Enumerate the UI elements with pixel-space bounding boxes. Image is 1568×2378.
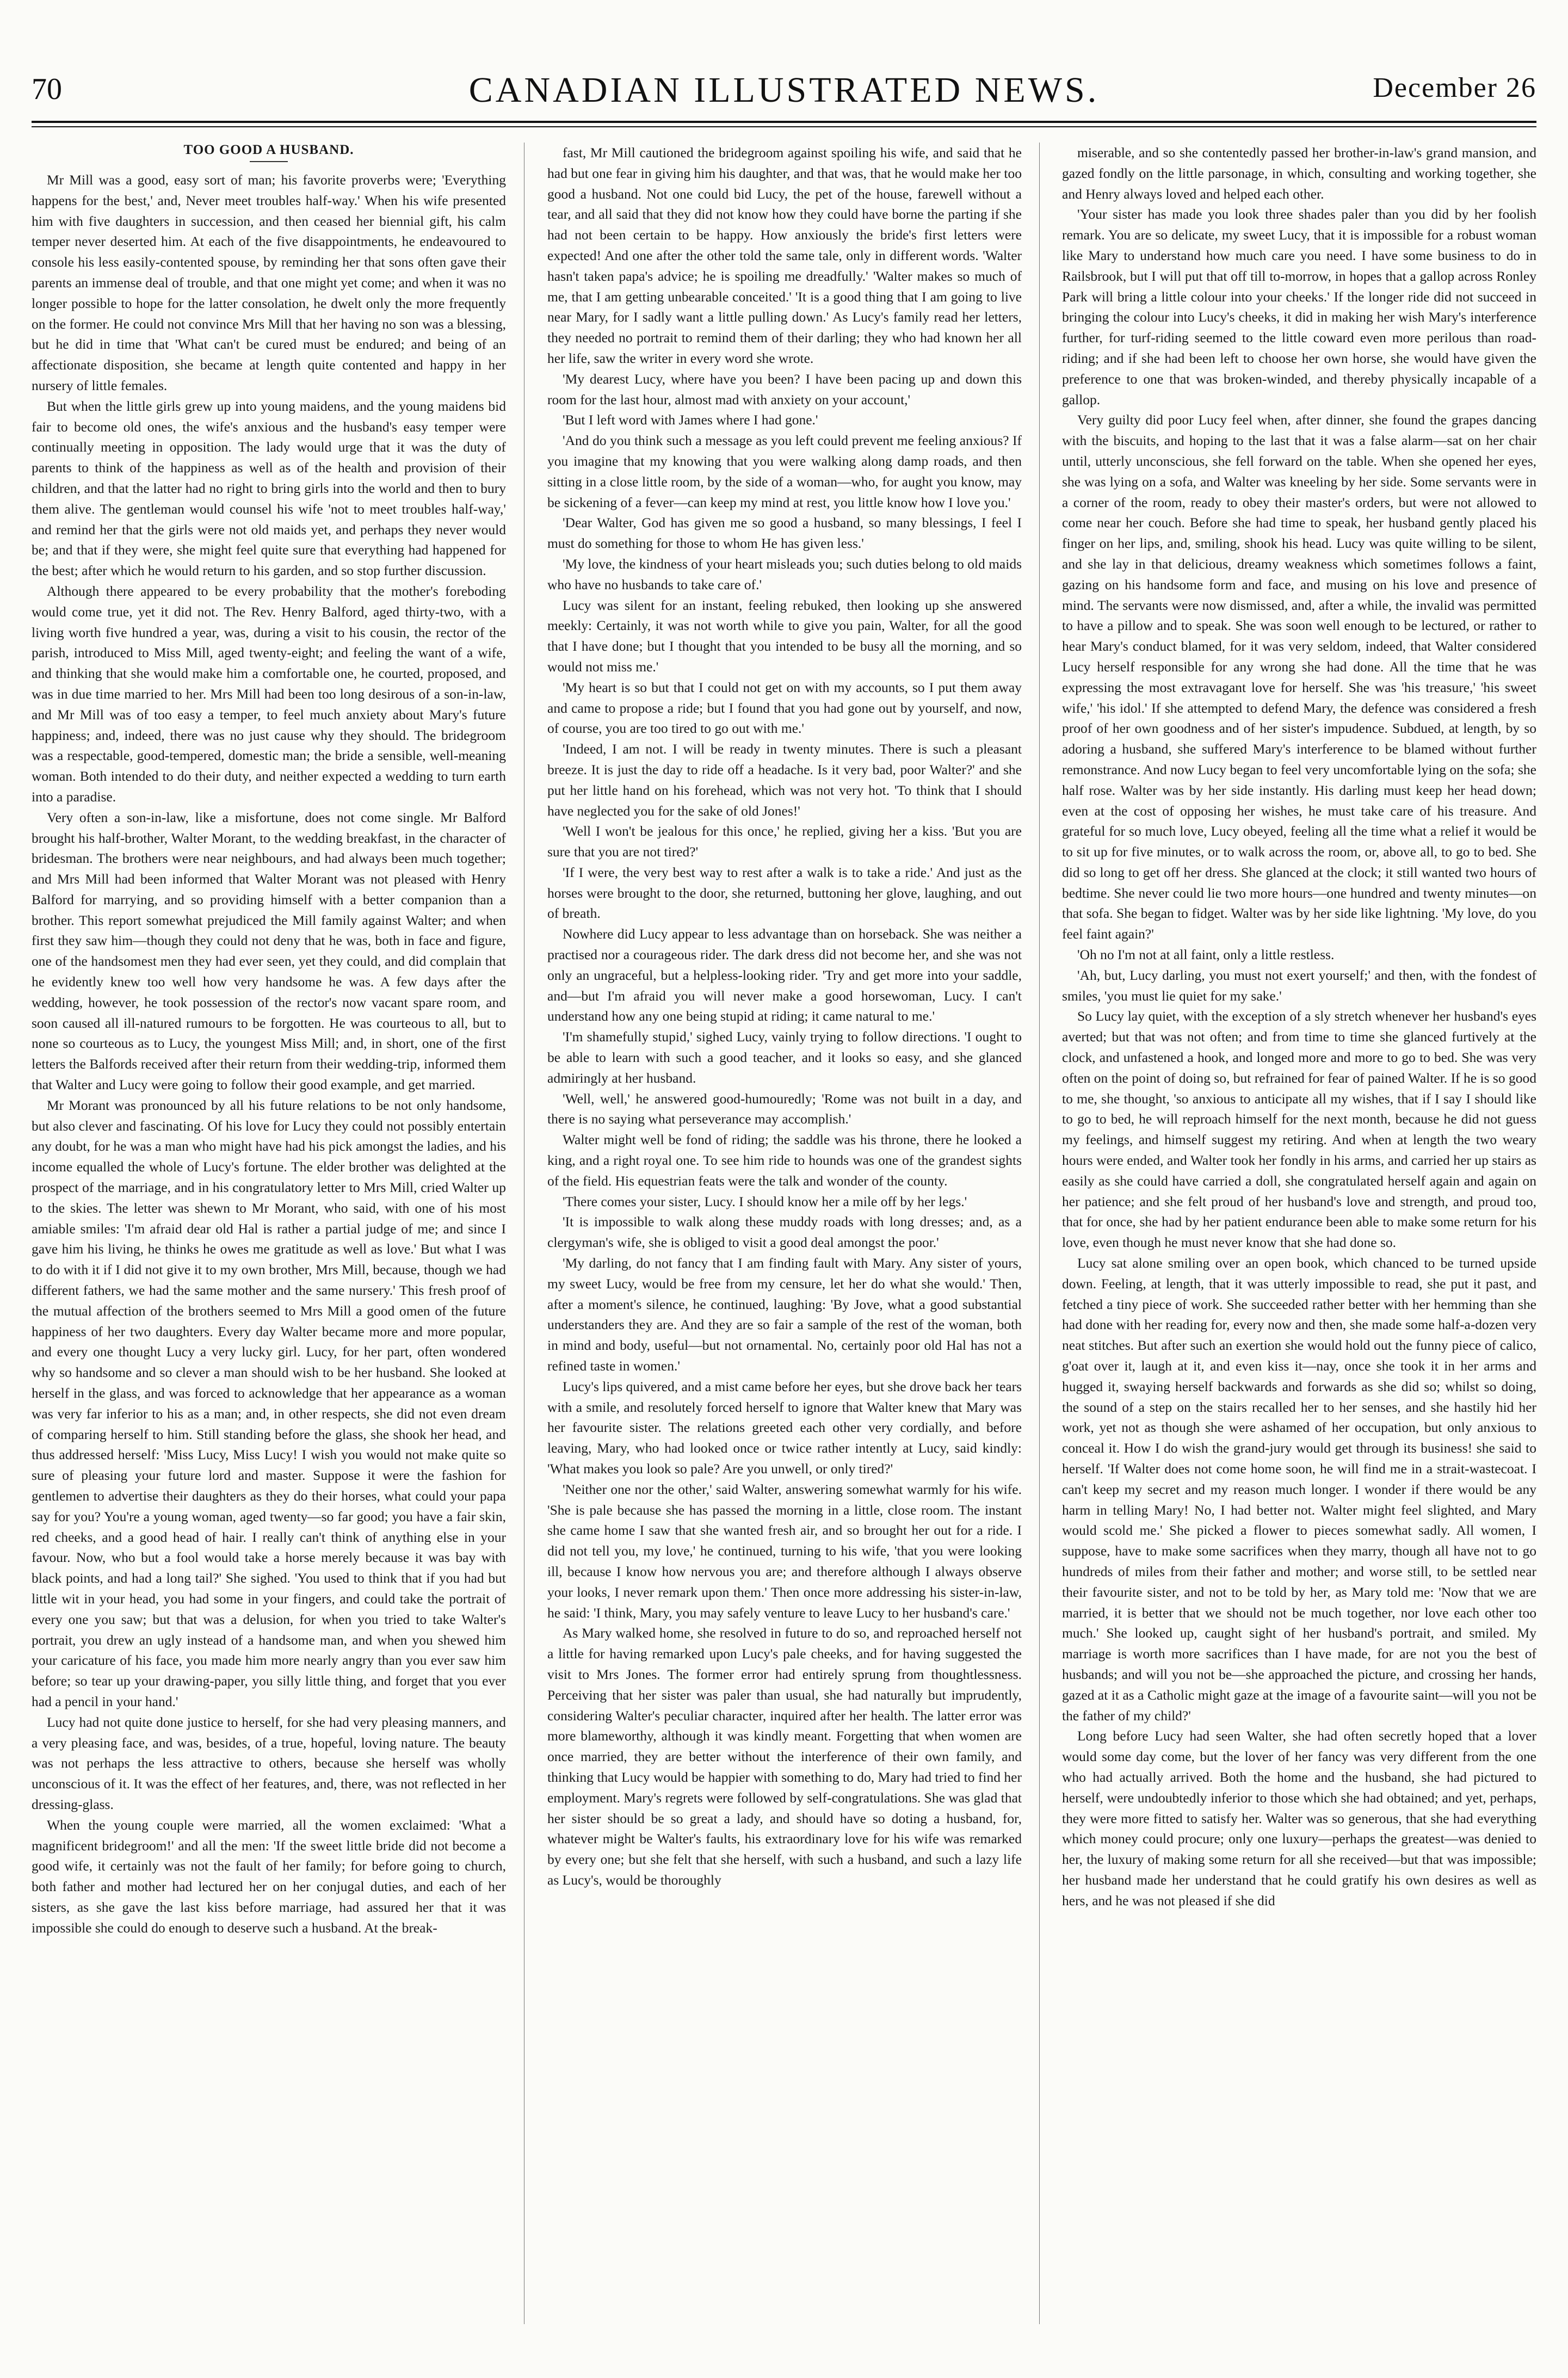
page-number: 70: [32, 72, 62, 106]
paragraph: fast, Mr Mill cautioned the bridegroom against spoiling his wife, and said that he had but one fear in giving him his daughter, and that was, that he would make her too good a husband. Not one could bid Lucy, the pet of the house, farewell without a tear, and all said that they did not know how they could have borne the parting if she had not been certain to be happy. How anxiously the bride's first letters were expected! And one after the other told the same tale, only in different words. 'Walter hasn't taken papa's advice; he is spoiling me dreadfully.' 'Walter makes so much of me, that I am getting unbearable conceited.' 'It is a good thing that I am going to live near Mary, for I sadly want a little pulling down.' As Lucy's family read her letters, they needed no portrait to remind them of their darling; they who had known her all her life, saw the writer in every word she wrote.: [547, 145, 1022, 366]
column-2-body: [547, 143, 1022, 1891]
issue-date: December 26: [1373, 72, 1536, 103]
paragraph: Long before Lucy had seen Walter, she had often secretly hoped that a lover would some day come, but the lover of her fancy was very different from the one who had actually arrived. Both the home and the husband, she had pictured to herself, were undoubtedly inferior to those which she had obtained; and yet, perhaps, they were more fitted to satisfy her. Walter was so generous, that she had everything which money could procure; only one luxury—perhaps the greatest—was denied to her, the luxury of making some return for all she received—but that was impossible; her husband made her understand that he could gratify his own desires as well as hers, and he was not pleased if she did: [1062, 1728, 1536, 1908]
paragraph: 'Well I won't be jealous for this once,' he replied, giving her a kiss. 'But you are sure that you are not tired?': [547, 823, 1022, 860]
header-rule: [32, 121, 1536, 123]
paragraph: Mr Morant was pronounced by all his future relations to be not only handsome, but also clever and fascinating. Of his love for Lucy they could not possibly entertain any doubt, for he was a man who might have had his pick amongst the ladies, and his income equalled the whole of Lucy's fortune. The elder brother was delighted at the prospect of the marriage, and in his congratulatory letter to Mrs Mill, cried Walter up to the skies. The letter was shewn to Mr Morant, who said, with one of his most amiable smiles: 'I'm afraid dear old Hal is rather a partial judge of me; and since I gave him his living, he thinks he owes me gratitude as well as love.' But what I was to do with it if I did not give it to my own brother, Mrs Mill, because, though we had different fathers, we had the same mother and the same nursery.' This fresh proof of the mutual affection of the brothers seemed to Mrs Mill a good omen of the future happiness of her two daughters. Every day Walter became more and more popular, and every one thought Lucy a very lucky girl. Lucy, for her part, often wondered why so handsome and so clever a man should wish to be her husband. She looked at herself in the glass, and was forced to acknowledge that her appearance as a woman was very far inferior to his as a man; and, in other respects, she did not even dream of comparing herself to him. Still standing before the glass, she shook her head, and thus addressed herself: 'Miss Lucy, Miss Lucy! I wish you would not make quite so sure of pleasing your future lord and master. Suppose it were the fashion for gentlemen to advertise their daughters as they do their horses, what could your papa say for you? You're a young woman, aged twenty—so far good; you have a fair skin, red cheeks, and a good head of hair. I really can't think of anything else in your favour. Now, who but a fool would take a horse merely because it was bay with black points, and had a long tail?' She sighed. 'You used to think that if you had but little wit in your head, you had some in your fingers, and could take the portrait of every one you saw; but that was a delusion, for when you tried to take Walter's portrait, you drew an ugly instead of a handsome man, and when you shewed him your caricature of his face, you made him more nearly angry than you ever saw him before; so tear up your drawing-paper, you silly little thing, and forget that you ever had a pencil in your hand.': [32, 1097, 506, 1709]
column-1-body: [32, 170, 506, 1938]
paragraph: 'My heart is so but that I could not get on with my accounts, so I put them away and came to propose a ride; but I found that you had gone out by yourself, and now, of course, you are too tired to go out with me.': [547, 679, 1022, 737]
paragraph: Very often a son-in-law, like a misfortune, does not come single. Mr Balford brought his half-brother, Walter Morant, to the wedding breakfast, in the character of bridesman. The brothers were near neighbours, and had always been much together; and Mrs Mill had been informed that Walter Morant was not pleased with Henry Balford for marrying, and so providing himself with a better companion than a brother. This report somewhat prejudiced the Mill family against Walter; and when first they saw him—though they could not deny that he was, both in face and figure, one of the handsomest men they had ever seen, yet they could, and did complain that he evidently knew too well how very handsome he was. A few days after the wedding, however, he took possession of the rector's now vacant spare room, and soon caused all ill-natured rumours to be forgotten. He was courteous to all, but to none so courteous as to Lucy, the youngest Miss Mill; and, in short, one of the first letters the Balfords received after their return from their wedding-trip, informed them that Walter and Lucy were going to follow their good example, and get married.: [32, 809, 506, 1093]
article-column-2: [547, 143, 1022, 2324]
paragraph: Although there appeared to be every probability that the mother's foreboding would come true, yet it did not. The Rev. Henry Balford, aged thirty-two, with a living worth five hundred a year, was, during a visit to his cousin, the rector of the parish, introduced to Miss Mill, aged twenty-eight; and feeling the want of a wife, and thinking that she would make him a comfortable one, he courted, proposed, and was in due time married to her. Mrs Mill had been too long desirous of a son-in-law, and Mr Mill was of too easy a temper, to feel much anxiety about Mary's future happiness; and, indeed, there was no just cause why they should. The bridegroom was a respectable, good-tempered, domestic man; the bride a sensible, well-meaning woman. Both intended to do their duty, and neither expected a wedding to turn earth into a paradise.: [32, 583, 506, 805]
masthead-title: CANADIAN ILLUSTRATED NEWS.: [468, 70, 1100, 110]
paragraph: 'My love, the kindness of your heart misleads you; such duties belong to old maids who have no husbands to take care of.': [547, 555, 1022, 592]
article-column-3: [1062, 143, 1536, 2324]
paragraph: 'I'm shamefully stupid,' sighed Lucy, vainly trying to follow directions. 'I ought to be able to learn with such a good teacher, and it looks so easy, and she glanced admiringly at her husband.: [547, 1029, 1022, 1086]
paragraph: 'And do you think such a message as you left could prevent me feeling anxious? If you imagine that my knowing that you were walking along damp roads, and then sitting in a close little room, by the side of a woman—who, for aught you know, may be sickening of a fever—can keep my mind at rest, you little know how I love you.': [547, 433, 1022, 510]
title-divider: [250, 161, 288, 162]
paragraph: 'My darling, do not fancy that I am finding fault with Mary. Any sister of yours, my sweet Lucy, would be free from my censure, let her do what she would.' Then, after a moment's silence, he continued, laughing: 'By Jove, what a good substantial understanders they are. And they are so fair a sample of the rest of the woman, both in mind and body, useful—but not ornamental. No, certainly poor old Hal has not a refined taste in women.': [547, 1255, 1022, 1374]
paragraph: 'Indeed, I am not. I will be ready in twenty minutes. There is such a pleasant breeze. It is just the day to ride off a headache. Is it very bad, poor Walter?' and she put her little hand on his forehead, which was not very hot. 'To think that I should have neglected you for the sake of old Jones!': [547, 741, 1022, 819]
paragraph: When the young couple were married, all the women exclaimed: 'What a magnificent bridegroom!' and all the men: 'If the sweet little bride did not become a good wife, it certainly was not the fault of her family; for before going to church, both father and mother had lectured her on her conjugal duties, and each of her sisters, as she gave the last kiss before marriage, had assured her that it was impossible she could do enough to deserve such a husband. At the break-: [32, 1817, 506, 1936]
paragraph: 'Your sister has made you look three shades paler than you did by her foolish remark. You are so delicate, my sweet Lucy, that it is impossible for a robust woman like Mary to understand how much care you need. I have some business to do in Railsbrook, but I will put that off till to-morrow, in hopes that a gallop across Ronley Park will bring a little colour into your cheeks.' If the longer ride did not succeed in bringing the colour into Lucy's cheeks, it did in making her wish Mary's interference further, for turf-riding seemed to the little coward even more perilous than road-riding; and if she had been left to choose her own horse, she would have given the preference to one that was broken-winded, and thereby physically incapable of a gallop.: [1062, 206, 1536, 407]
paragraph: 'If I were, the very best way to rest after a walk is to take a ride.' And just as the horses were brought to the door, she returned, buttoning her glove, laughing, and out of breath.: [547, 864, 1022, 922]
paragraph: 'Neither one nor the other,' said Walter, answering somewhat warmly for his wife. 'She is pale because she has passed the morning in a little, close room. The instant she came home I saw that she wanted fresh air, and so brought her out for a ride. I did not tell you, my love,' he continued, turning to his wife, 'that you were looking ill, because I know how nervous you are; and therefore although I always observe your looks, I never remark upon them.' Then once more addressing his sister-in-law, he said: 'I think, Mary, you may safely venture to leave Lucy to her husband's care.': [547, 1481, 1022, 1621]
header-rule-thin: [32, 126, 1536, 127]
paragraph: 'Oh no I'm not at all faint, only a little restless.: [1077, 947, 1335, 963]
article-column-1: [32, 143, 506, 2324]
paragraph: But when the little girls grew up into young maidens, and the young maidens bid fair to become old ones, the wife's anxious and the husband's easy temper were continually meeting in opposition. The lady would urge that it was the duty of parents to think of the happiness as well as of the health and provision of their children, and that the latter had no right to bring girls into the world and then to bury them alive. The gentleman would counsel his wife 'not to meet troubles half-way,' and remind her that the girls were not old maids yet, and perhaps they never would be; and that if they were, she might feel quite sure that everything had happened for the best; after which he would return to his garden, and so stop further discussion.: [32, 398, 506, 579]
column-divider-2: [1039, 143, 1040, 2324]
paragraph: Lucy was silent for an instant, feeling rebuked, then looking up she answered meekly: Certainly, it was not worth while to give you pain, Walter, for all the good that I have done; but I thought that you intended to be busy all the morning, and so would not miss me.': [547, 597, 1022, 675]
paragraph: So Lucy lay quiet, with the exception of a sly stretch whenever her husband's eyes averted; but that was not often; and from time to time she glanced furtively at the clock, and unfastened a hook, and longed more and more to go to bed. She was very often on the point of doing so, but refrained for fear of pained Walter. If he is so good to me, she thought, 'so anxious to anticipate all my wishes, that if I say I should like to go to bed, he will reproach himself for the next month, because he did not guess my feelings, and himself suggest my retiring. And when at length the two weary hours were ended, and Walter took her fondly in his arms, and carried her up stairs as easily as she could have carried a doll, she congratulated herself again and again on her patience; and she felt proud of her husband's love and strength, and proud too, that for once, she had by her patient endurance been able to make some return for his love, even though he must never know that she had done so.: [1062, 1008, 1536, 1251]
paragraph: Lucy sat alone smiling over an open book, which chanced to be turned upside down. Feeling, at length, that it was utterly impossible to read, she put it past, and fetched a tiny piece of work. She succeeded rather better with her hemming than she had done with her reading for, every now and then, she made some half-a-dozen very neat stitches. But after such an exertion she would hold out the funny piece of calico, g'oat over it, laugh at it, and even kiss it—nay, once she took it in her arms and hugged it, swaying herself backwards and forwards as she did so; whilst so doing, the sound of a step on the stairs recalled her to her senses, and she hastily hid her work, yet not as though she were ashamed of her occupation, but only anxious to conceal it. How I do wish the grand-jury would get through its business! she said to herself. 'If Walter does not come home soon, he will find me in a strait-wastecoat. I can't keep my secret and my reason much longer. I wonder if there would be any harm in telling Mary! No, I had better not. Walter might feel slighted, and Mary would scold me.' She picked a flower to pieces somewhat sadly. All women, I suppose, have to make some sacrifices when they marry, though all have not to go hundreds of miles from their father and mother; and worse still, to be settled near their favourite sister, and not to be told by her, as Mary told me: 'Now that we are married, it is better that we should not be much together, nor love each other too much.' She looked up, caught sight of her husband's portrait, and smiled. My marriage is worth more sacrifices than I have made, for are not you the best of husbands; and will you not be—she approached the picture, and crossing her hands, gazed at it as a Catholic might gaze at the image of a favourite saint—will you not be the father of my child?': [1062, 1255, 1536, 1724]
paragraph: As Mary walked home, she resolved in future to do so, and reproached herself not a little for having remarked upon Lucy's pale cheeks, and for having suggested the visit to Mrs Jones. The former error had entirely sprung from thoughtlessness. Perceiving that her sister was paler than usual, she had naturally but imprudently, considering Walter's peculiar character, inquired after her health. The latter error was more blameworthy, although it was kindly meant. Forgetting that when women are once married, they are better without the interference of their own family, and thinking that Lucy would be happier with something to do, Mary had tried to find her employment. Mary's regrets were followed by self-congratulations. She was glad that her sister should be so great a lady, and should have so doting a husband, for, whatever might be Walter's faults, his extraordinary love for his wife was remarked by every one; but she felt that she herself, with such a husband, and such a lazy life as Lucy's, would be thoroughly: [547, 1625, 1022, 1888]
paragraph: 'Ah, but, Lucy darling, you must not exert yourself;' and then, with the fondest of smiles, 'you must lie quiet for my sake.': [1062, 967, 1536, 1004]
page-header: [32, 64, 1536, 119]
paragraph: 'But I left word with James where I had gone.': [563, 412, 818, 428]
paragraph: 'My dearest Lucy, where have you been? I have been pacing up and down this room for the last hour, almost mad with anxiety on your account,': [547, 370, 1022, 407]
paragraph: 'There comes your sister, Lucy. I should know her a mile off by her legs.': [563, 1193, 967, 1209]
paragraph: Lucy had not quite done justice to herself, for she had very pleasing manners, and a very pleasing face, and was, besides, of a true, hopeful, loving nature. The beauty was not perhaps the less attractive to others, because she herself was wholly unconscious of it. It was the effect of her features, and, there, was not reflected in her dressing-glass.: [32, 1714, 506, 1812]
paragraph: Nowhere did Lucy appear to less advantage than on horseback. She was neither a practised nor a courageous rider. The dark dress did not become her, and she was not only an ungraceful, but a helpless-looking rider. 'Try and get more into your saddle, and—but I'm afraid you will never make a good horsewoman, Lucy. I can't understand how any one being stupid at riding; it came natural to me.': [547, 926, 1022, 1024]
column-3-body: [1062, 143, 1536, 1911]
paragraph: Very guilty did poor Lucy feel when, after dinner, she found the grapes dancing with the biscuits, and hoping to the last that it was a false alarm—sat on her chair until, utterly unconscious, she fell forward on the table. When she opened her eyes, she was lying on a sofa, and Walter was kneeling by her side. Some servants were in a corner of the room, ready to obey their master's orders, but were not allowed to come near her couch. Before she had time to speak, her husband gently placed his finger on her lips, and, smiling, shook his head. Lucy was quite willing to be silent, and she lay in that delicious, dreamy weakness which sometimes follows a faint, gazing on his handsome form and face, and musing on his love and presence of mind. The servants were now dismissed, and, after a while, the invalid was permitted to have a pillow and to speak. She was soon well enough to be lectured, or rather to hear Mary's conduct blamed, for it was very seldom, indeed, that Walter considered Lucy herself responsible for any wrong she had done. All the time that he was expressing the most extravagant love for herself. She was 'his treasure,' 'his sweet wife,' 'his idol.' If she attempted to defend Mary, the defence was considered a fresh proof of her own goodness and of her sister's impudence. Subdued, at length, by so adoring a husband, she suffered Mary's interference to be blamed without further remonstrance. And now Lucy began to feel very uncomfortable lying on the sofa; she half rose. Walter was by her side instantly. His darling must keep her head down; even at the cost of opposing her wishes, he must take care of his treasure. And grateful for so much love, Lucy obeyed, feeling all the time what a relief it would be to sit up for five minutes, or to walk across the room, or, above all, to go to bed. She did so long to get off her dress. She glanced at the clock; it still wanted two hours of bedtime. She never could lie two more hours—one hundred and twenty minutes—on that sofa. She began to fidget. Walter was by her side like lightning. 'My love, do you feel faint again?': [1062, 412, 1536, 942]
paragraph: 'Dear Walter, God has given me so good a husband, so many blessings, I feel I must do something for those to whom He has given less.': [547, 515, 1022, 552]
paragraph: Lucy's lips quivered, and a mist came before her eyes, but she drove back her tears with a smile, and resolutely forced herself to ignore that Walter knew that Mary was her favourite sister. The relations greeted each other very cordially, and before leaving, Mary, who had looked once or twice rather intently at Lucy, said kindly: 'What makes you look so pale? Are you unwell, or only tired?': [547, 1378, 1022, 1477]
paragraph: miserable, and so she contentedly passed her brother-in-law's grand mansion, and gazed fondly on the little parsonage, in which, consulting and working together, she and Henry always loved and helped each other.: [1062, 145, 1536, 202]
paragraph: 'Well, well,' he answered good-humouredly; 'Rome was not built in a day, and there is no saying what perseverance may accomplish.': [547, 1090, 1022, 1127]
story-title: TOO GOOD A HUSBAND.: [183, 143, 354, 157]
paragraph: Walter might well be fond of riding; the saddle was his throne, there he looked a king, and a right royal one. To see him ride to hounds was one of the grandest sights of the field. His equestrian feats were the talk and wonder of the county.: [547, 1132, 1022, 1189]
paragraph: Mr Mill was a good, easy sort of man; his favorite proverbs were; 'Everything happens for the best,' and, Never meet troubles half-way.' When his wife presented him with five daughters in succession, and then ceased her biennial gift, his calm temper never deserted him. At each of the five disappointments, he endeavoured to console his less easily-contented spouse, by reminding her that sons often gave their parents an immense deal of trouble, and that one might yet come; and when it was no longer possible to hope for the latter consolation, he dwelt only the more frequently on the former. He could not convince Mrs Mill that her having no son was a blessing, but he did in time that 'What can't be cured must be endured; and being of an affectionate disposition, she became at length quite contented and happy in her nursery of little females.: [32, 172, 506, 393]
paragraph: 'It is impossible to walk along these muddy roads with long dresses; and, as a clergyman's wife, she is obliged to visit a good deal amongst the poor.': [547, 1214, 1022, 1251]
